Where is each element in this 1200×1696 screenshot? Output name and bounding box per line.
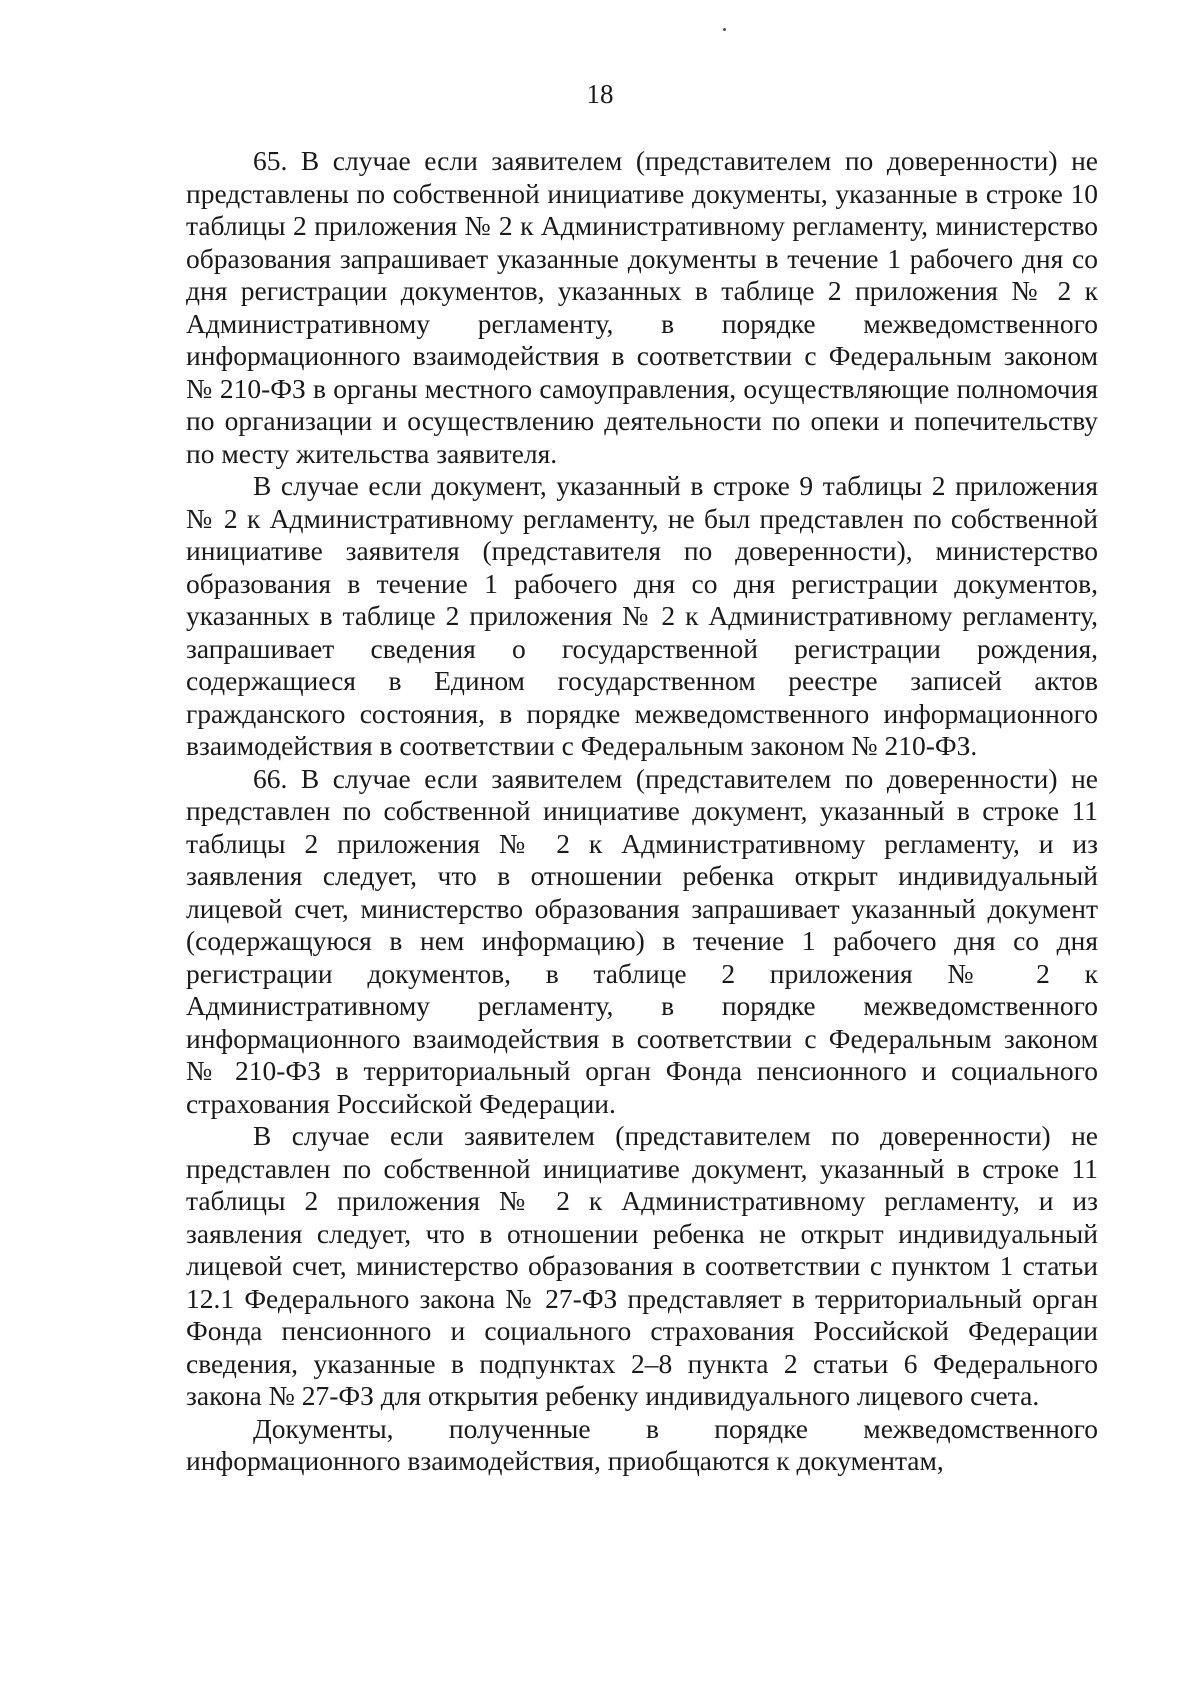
paragraph-65: 65. В случае если заявителем (представителем по доверенности) не представлены по собственной инициативе документы, указанные в строке 10 таблицы 2 приложения № 2 к Административному регламенту, министерство образования запрашивает указанные документы в течение 1 рабочего дня со дня регистрации документов, указанных в таблице 2 приложения № 2 к Административному регламенту, в порядке межведомственного информационного взаимодействия в соответствии с Федеральным законом № 210-ФЗ в органы местного самоуправления, осуществляющие полномочия по организации и осуществлению деятельности по опеки и попечительству по месту жительства заявителя.	[186, 145, 1098, 469]
paragraph-66: 66. В случае если заявителем (представителем по доверенности) не представлен по собственной инициативе документ, указанный в строке 11 таблицы 2 приложения № 2 к Административному регламенту, и из заявления следует, что в отношении ребенка открыт индивидуальный лицевой счет, министерство образования запрашивает указанный документ (содержащуюся в нем информацию) в течение 1 рабочего дня со дня регистрации документов, в таблице 2 приложения № 2 к Административному регламенту, в порядке межведомственного информационного взаимодействия в соответствии с Федеральным законом № 210-ФЗ в территориальный орган Фонда пенсионного и социального страхования Российской Федерации.	[186, 762, 1098, 1119]
paragraph-66-account-not-opened: В случае если заявителем (представителем по доверенности) не представлен по собственной инициативе документ, указанный в строке 11 таблицы 2 приложения № 2 к Административному регламенту, и из заявления следует, что в отношении ребенка не открыт индивидуальный лицевой счет, министерство образования в соответствии с пунктом 1 статьи 12.1 Федерального закона № 27-ФЗ представляет в территориальный орган Фонда пенсионного и социального страхования Российской Федерации сведения, указанные в подпунктах 2–8 пункта 2 статьи 6 Федерального закона № 27-ФЗ для открытия ребенку индивидуального лицевого счета.	[186, 1120, 1098, 1411]
paragraph-documents-attached: Документы, полученные в порядке межведомственного информационного взаимодействия, приобщаются к документам,	[186, 1412, 1098, 1476]
paragraph-65-birth-registration: В случае если документ, указанный в строке 9 таблицы 2 приложения № 2 к Административному регламенту, не был представлен по собственной инициативе заявителя (представителя по доверенности), министерство образования в течение 1 рабочего дня со дня регистрации документов, указанных в таблице 2 приложения № 2 к Административному регламенту, запрашивает сведения о государственной регистрации рождения, содержащиеся в Едином государственном реестре записей актов гражданского состояния, в порядке межведомственного информационного взаимодействия в соответствии с Федеральным законом № 210-ФЗ.	[186, 470, 1098, 761]
scan-speck	[723, 28, 726, 31]
page-number: 18	[586, 79, 614, 109]
document-body	[186, 145, 1098, 1478]
